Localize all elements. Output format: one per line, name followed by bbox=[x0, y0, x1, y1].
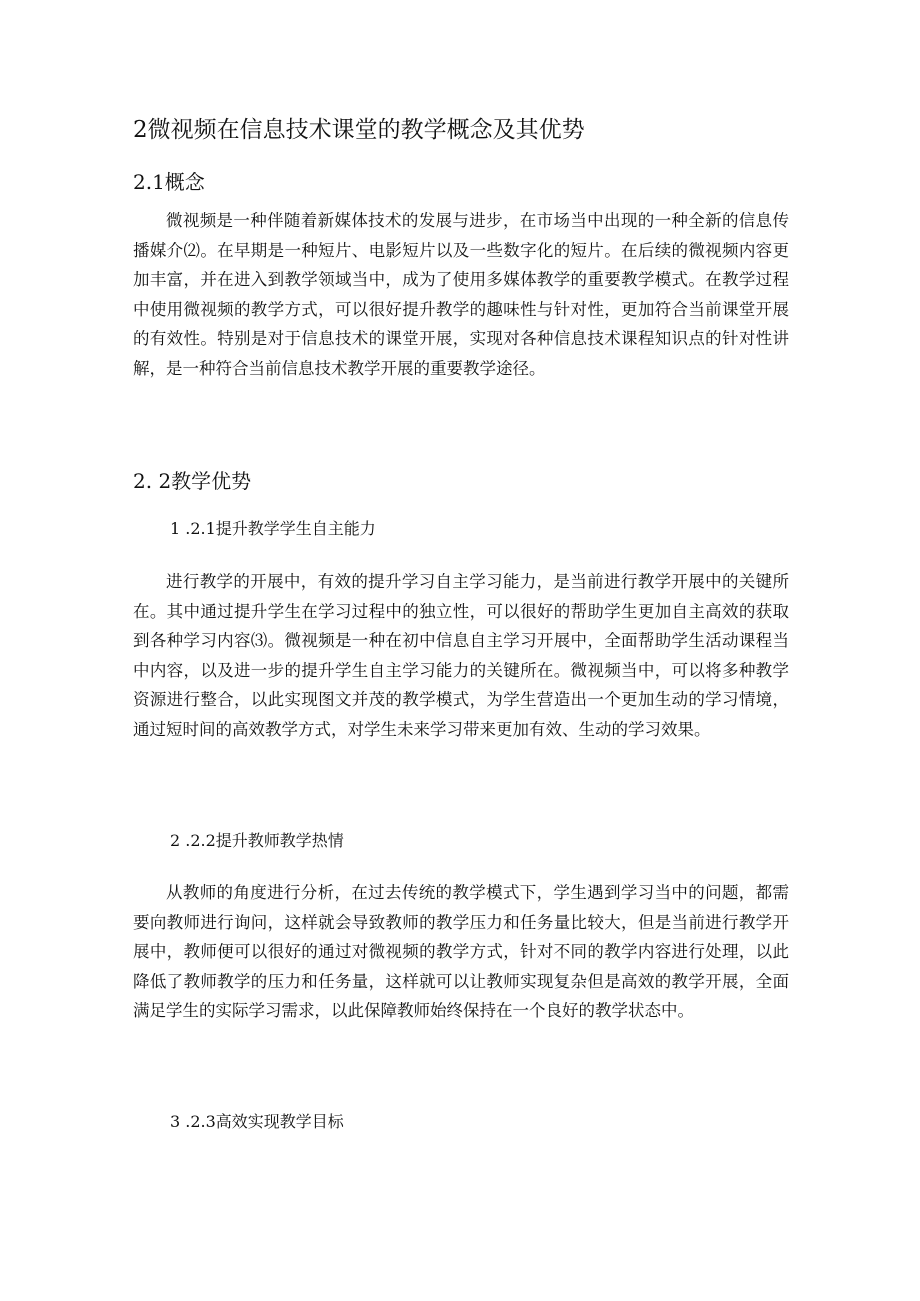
section-2-2-1-heading: 1 .2.1提升教学学生自主能力 bbox=[170, 519, 376, 538]
section-2-1-heading: 2.1概念 bbox=[133, 170, 205, 194]
chapter-title: 2微视频在信息技术课堂的教学概念及其优势 bbox=[133, 117, 585, 143]
section-2-2-2-heading: 2 .2.2提升教师教学热情 bbox=[170, 831, 344, 850]
section-2-1-paragraph: 微视频是一种伴随着新媒体技术的发展与进步，在市场当中出现的一种全新的信息传播媒介⑵。在早期是一种短片、电影短片以及一些数字化的短片。在后续的微视频内容更加丰富，并在进入到教学领域当中，成为了使用多媒体教学的重要教学模式。在教学过程中使用微视频的教学方式，可以很好提升教学的趣味性与针对性，更加符合当前课堂开展的有效性。特别是对于信息技术的课堂开展，实现对各种信息技术课程知识点的针对性讲解，是一种符合当前信息技术教学开展的重要教学途径。 bbox=[133, 211, 789, 378]
section-2-2-3-heading: 3 .2.3高效实现教学目标 bbox=[170, 1112, 344, 1131]
section-2-2-heading: 2. 2教学优势 bbox=[133, 469, 252, 493]
section-2-2-1-paragraph: 进行教学的开展中，有效的提升学习自主学习能力，是当前进行教学开展中的关键所在。其中通过提升学生在学习过程中的独立性，可以很好的帮助学生更加自主高效的获取到各种学习内容⑶。微视频是一种在初中信息自主学习开展中，全面帮助学生活动课程当中内容，以及进一步的提升学生自主学习能力的关键所在。微视频当中，可以将多种教学资源进行整合，以此实现图文并茂的教学模式，为学生营造出一个更加生动的学习情境，通过短时间的高效教学方式，对学生未来学习带来更加有效、生动的学习效果。 bbox=[133, 572, 789, 739]
section-2-2-2-paragraph: 从教师的角度进行分析，在过去传统的教学模式下，学生遇到学习当中的问题，都需要向教师进行询问，这样就会导致教师的教学压力和任务量比较大，但是当前进行教学开展中，教师便可以很好的通过对微视频的教学方式，针对不同的教学内容进行处理，以此降低了教师教学的压力和任务量，这样就可以让教师实现复杂但是高效的教学开展，全面满足学生的实际学习需求，以此保障教师始终保持在一个良好的教学状态中。 bbox=[133, 883, 789, 1020]
